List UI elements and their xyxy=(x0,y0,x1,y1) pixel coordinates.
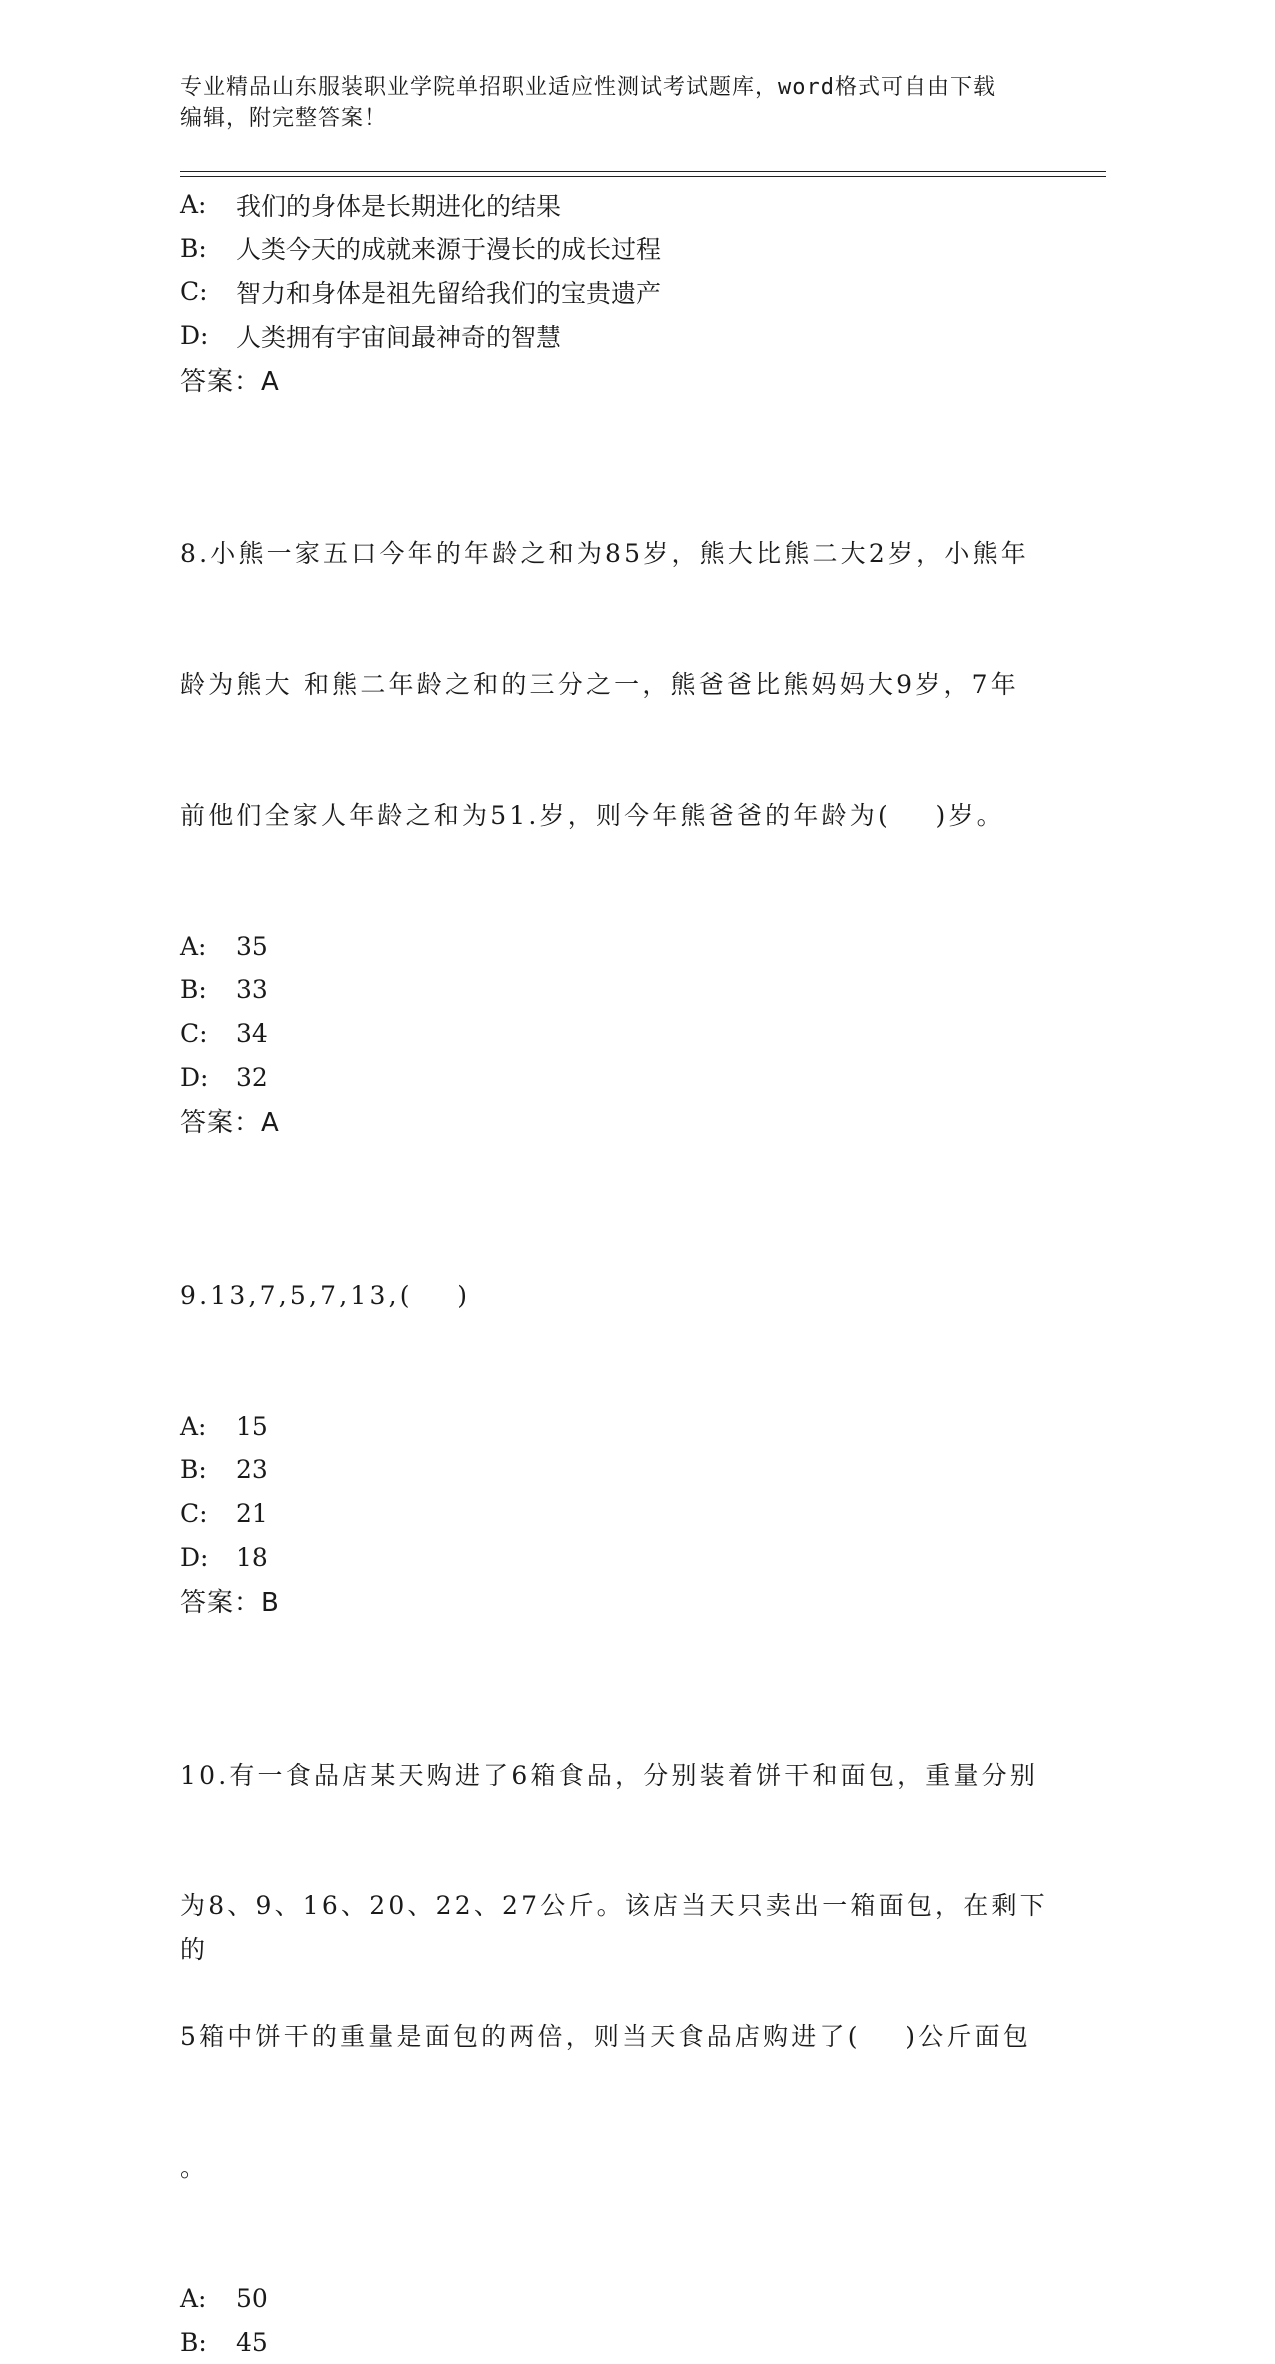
question-stem xyxy=(180,1186,1050,1404)
option-letter: B: xyxy=(180,2327,207,2357)
option-b xyxy=(180,968,1050,1012)
option-text: 50 xyxy=(236,2284,268,2314)
option-text: 我们的身体是长期进化的结果 xyxy=(236,191,562,221)
option-b xyxy=(180,227,1050,271)
question-stem-line: 。 xyxy=(180,2152,209,2182)
option-text: 人类拥有宇宙间最神奇的智慧 xyxy=(236,322,562,352)
option-text: 人类今天的成就来源于漫长的成长过程 xyxy=(236,235,662,265)
option-text: 32 xyxy=(236,1062,268,1092)
question-stem-line: 8.小熊一家五口今年的年龄之和为85岁，熊大比熊二大2岁，小熊年 xyxy=(180,539,1029,569)
question-stem-line: 为8、9、16、20、22、27公斤。该店当天只卖出一箱面包，在剩下的 xyxy=(180,1891,1048,1964)
option-letter: A: xyxy=(180,190,207,220)
option-letter: C: xyxy=(180,1018,208,1048)
spacer xyxy=(180,1143,1050,1187)
answer-line: 答案：A xyxy=(180,366,280,397)
option-c xyxy=(180,1012,1050,1056)
option-a xyxy=(180,1404,1050,1448)
answer-line: 答案：B xyxy=(180,1588,280,1619)
answer-line: 答案：A xyxy=(180,1108,280,1139)
option-text: 智力和身体是祖先留给我们的宝贵遗产 xyxy=(236,278,662,308)
option-letter: C: xyxy=(180,277,208,307)
option-b xyxy=(180,2320,1050,2364)
option-text: 23 xyxy=(236,1455,268,1485)
question-stem-line: 前他们全家人年龄之和为51.岁，则今年熊爸爸的年龄为( )岁。 xyxy=(180,800,1005,830)
document-header xyxy=(180,72,1060,134)
option-letter: A: xyxy=(180,1411,207,1441)
question-9 xyxy=(180,1186,1050,1622)
option-text: 34 xyxy=(236,1018,268,1048)
option-letter: D: xyxy=(180,321,209,351)
option-letter: B: xyxy=(180,233,207,263)
option-d xyxy=(180,1055,1050,1099)
spacer xyxy=(180,1623,1050,1667)
question-8 xyxy=(180,445,1050,1143)
header-rule-thin xyxy=(180,176,1106,177)
question-stem xyxy=(180,445,1050,925)
option-letter: D: xyxy=(180,1062,209,1092)
question-10 xyxy=(180,1666,1050,2364)
header-line-1: 专业精品山东服装职业学院单招职业适应性测试考试题库，word格式可自由下载 xyxy=(180,75,996,100)
option-letter: B: xyxy=(180,1455,207,1485)
option-a xyxy=(180,2277,1050,2321)
option-d xyxy=(180,1535,1050,1579)
option-a xyxy=(180,925,1050,969)
spacer xyxy=(180,401,1050,445)
option-text: 33 xyxy=(236,975,268,1005)
option-letter: A: xyxy=(180,2284,207,2314)
option-text: 45 xyxy=(236,2327,268,2357)
option-text: 15 xyxy=(236,1411,268,1441)
option-letter: A: xyxy=(180,931,207,961)
question-stem-line: 10.有一食品店某天购进了6箱食品，分别装着饼干和面包，重量分别 xyxy=(180,1760,1039,1790)
option-text: 18 xyxy=(236,1542,268,1572)
option-letter: C: xyxy=(180,1498,208,1528)
option-text: 21 xyxy=(236,1498,268,1528)
header-line-2: 编辑，附完整答案！ xyxy=(180,106,388,131)
option-letter: B: xyxy=(180,975,207,1005)
header-rule-thick xyxy=(180,171,1106,172)
question-stem-line: 5箱中饼干的重量是面包的两倍，则当天食品店购进了( )公斤面包 xyxy=(180,2022,1032,2052)
option-text: 35 xyxy=(236,931,268,961)
option-c xyxy=(180,270,1050,314)
question-stem xyxy=(180,1666,1050,2276)
option-d xyxy=(180,314,1050,358)
question-stem-line: 龄为熊大 和熊二年龄之和的三分之一，熊爸爸比熊妈妈大9岁，7年 xyxy=(180,669,1019,699)
option-c xyxy=(180,1492,1050,1536)
option-a xyxy=(180,183,1050,227)
option-b xyxy=(180,1448,1050,1492)
question-list xyxy=(180,183,1050,2364)
question-7 xyxy=(180,183,1050,401)
option-letter: D: xyxy=(180,1542,209,1572)
question-stem-line: 9.13,7,5,7,13,( ) xyxy=(180,1280,471,1310)
